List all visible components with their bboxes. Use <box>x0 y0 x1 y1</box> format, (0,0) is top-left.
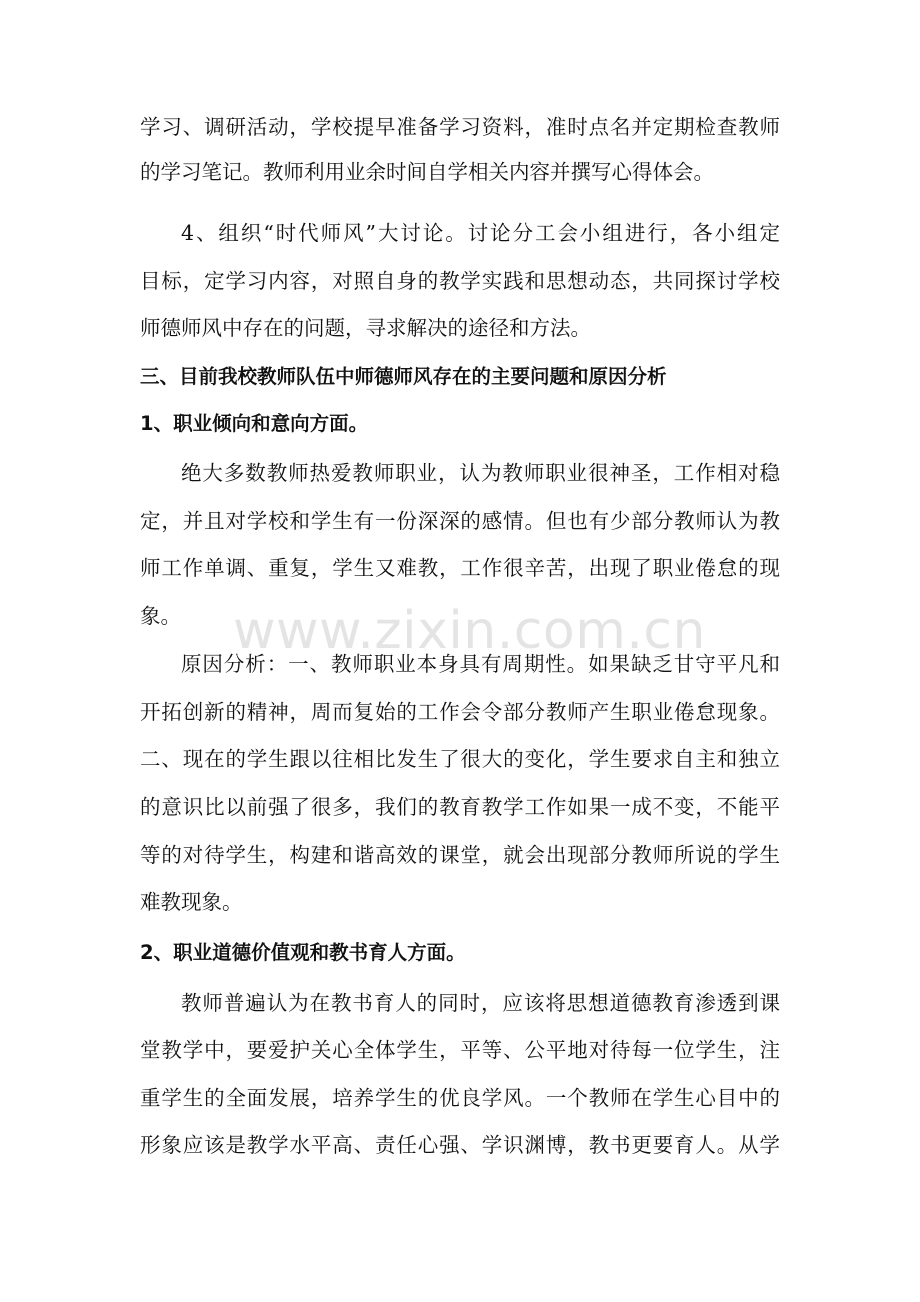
paragraph-line: 教师普遍认为在教书育人的同时，应该将思想道德教育渗透到课 <box>181 991 780 1015</box>
paragraph-line: 难教现象。 <box>140 890 243 914</box>
paragraph-line: 定，并且对学校和学生有一份深深的感情。但也有少部分教师认为教 <box>140 509 780 533</box>
paragraph-line: 目标，定学习内容，对照自身的教学实践和思想动态，共同探讨学校 <box>140 269 780 293</box>
paragraph-line: 开拓创新的精神，周而复始的工作会令部分教师产生职业倦怠现象。 <box>140 700 780 724</box>
paragraph-line: 学习、调研活动，学校提早准备学习资料，准时点名并定期检查教师 <box>140 115 780 139</box>
paragraph-line: 4、组织“时代师风”大讨论。讨论分工会小组进行，各小组定 <box>181 221 780 245</box>
paragraph-line: 的学习笔记。教师利用业余时间自学相关内容并撰写心得体会。 <box>140 160 714 184</box>
paragraph-line: 堂教学中，要爱护关心全体学生，平等、公平地对待每一位学生，注 <box>140 1038 780 1062</box>
paragraph-line: 二、现在的学生跟以往相比发生了很大的变化，学生要求自主和独立 <box>140 747 780 771</box>
watermark-text: www.zixin.com.cn <box>233 601 706 661</box>
section-heading: 三、目前我校教师队伍中师德师风存在的主要问题和原因分析 <box>140 365 667 388</box>
paragraph-line: 的意识比以前强了很多，我们的教育教学工作如果一成不变，不能平 <box>140 795 780 819</box>
paragraph-line: 师德师风中存在的问题，寻求解决的途径和方法。 <box>140 316 591 340</box>
paragraph-line: 绝大多数教师热爱教师职业，认为教师职业很神圣，工作相对稳 <box>181 461 780 485</box>
paragraph-line: 等的对待学生，构建和谐高效的课堂，就会出现部分教师所说的学生 <box>140 843 780 867</box>
paragraph-line: 形象应该是教学水平高、责任心强、学识渊博，教书更要育人。从学 <box>140 1133 780 1157</box>
paragraph-line: 原因分析：一、教师职业本身具有周期性。如果缺乏甘守平凡和 <box>181 652 780 676</box>
paragraph-line: 象。 <box>140 604 181 628</box>
subsection-heading: 1、职业倾向和意向方面。 <box>140 412 369 435</box>
subsection-heading: 2、职业道德价值观和教书育人方面。 <box>140 941 466 964</box>
paragraph-line: 重学生的全面发展，培养学生的优良学风。一个教师在学生心目中的 <box>140 1086 780 1110</box>
paragraph-line: 师工作单调、重复，学生又难教，工作很辛苦，出现了职业倦怠的现 <box>140 556 780 580</box>
